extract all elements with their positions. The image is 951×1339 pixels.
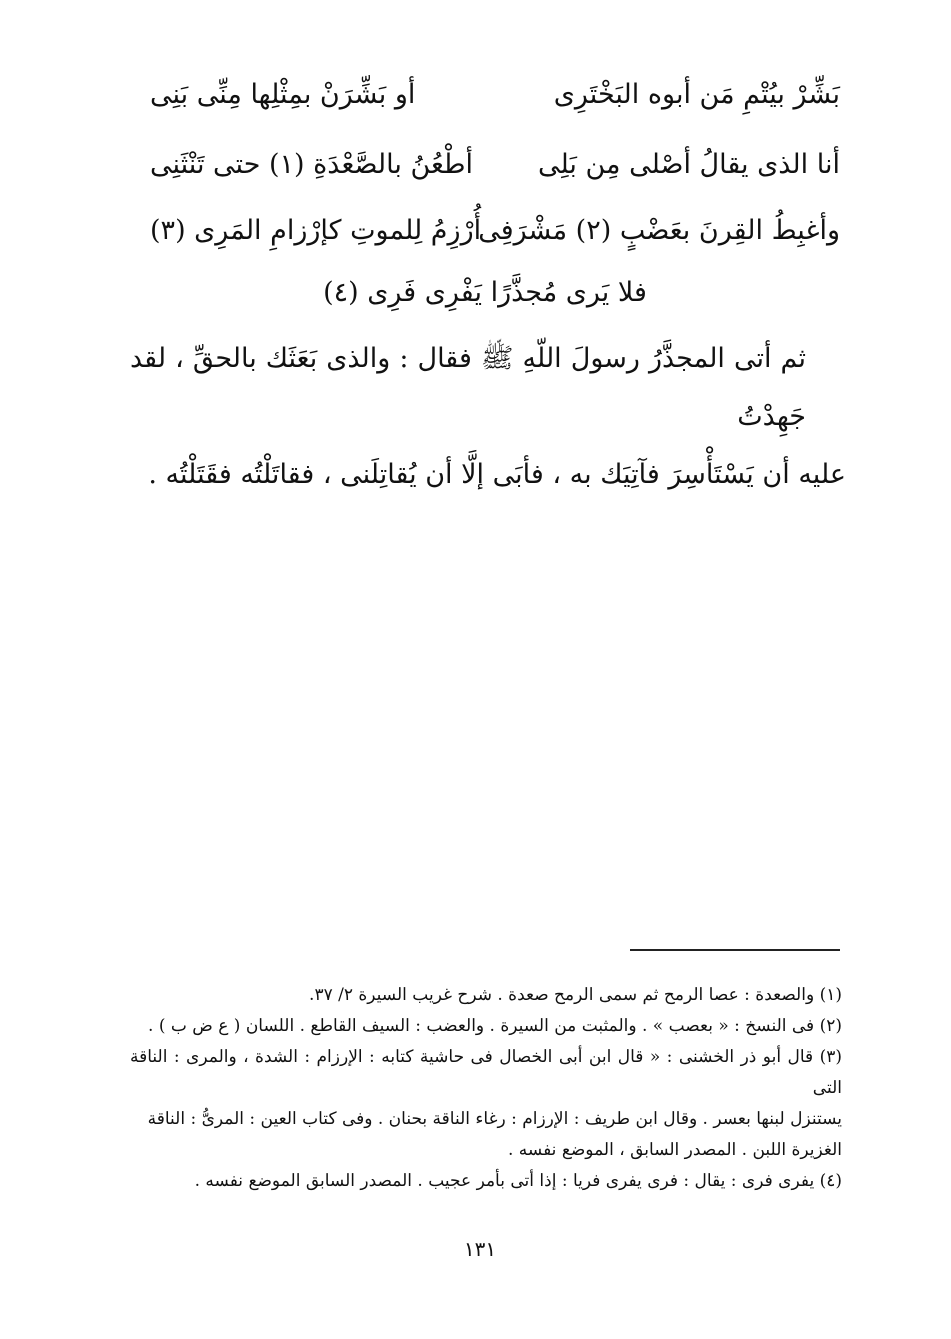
prose-line-2: عليه أن يَسْتَأْسِرَ فآتِيَك به ، فأبَى إلَّا أن يُقاتِلَنى ، فقاتَلْتُه فقَتَلْتُه .: [148, 459, 846, 490]
footnote-3-end: الغزيرة اللبن . المصدر السابق ، الموضع نفسه .: [508, 1140, 842, 1160]
verse-3: [130, 206, 840, 256]
prose-line-1: ثم أتى المجذَّرُ رسولَ اللّهِ ﷺ فقال : والذى بَعَثَك بالحقِّ ، لقد جَهِدْتُ: [130, 343, 806, 432]
footnotes: [130, 980, 842, 1197]
verse-1: [130, 70, 840, 120]
verse-1-first-hemistich: بَشِّرْ بيُتْمِ مَن أبوه البَخْتَرِى: [553, 79, 840, 110]
verse-2-second-hemistich: أطْعُنُ بالصَّعْدَةِ (١) حتى تَنْثَنِى: [150, 149, 474, 180]
footnote-1: (١) والصعدة : عصا الرمح ثم سمى الرمح صعدة . شرح غريب السيرة ٢/ ٣٧.: [309, 985, 842, 1005]
verse-2-first-hemistich: أنا الذى يقالُ أصْلى مِن بَلِى: [537, 149, 840, 180]
verse-2: [130, 140, 840, 190]
page-number: ١٣١: [463, 1237, 497, 1261]
verse-3-second-hemistich: أُرْزِمُ لِلموتِ كإرْزامِ المَرِى (٣): [150, 215, 482, 246]
verse-final-line: فلا يَرى مُجذَّرًا يَفْرِى فَرِى (٤): [323, 277, 647, 308]
footnote-separator: [630, 949, 840, 951]
footnote-3-continued: يستنزل لبنها بعسر . وقال ابن طريف : الإرزام : رغاء الناقة بحنان . وفى كتاب العين : المرىُّ : الناقة: [147, 1109, 842, 1129]
verse-3-first-hemistich: وأغبِطُ القِرنَ بعَضْبٍ (٢) مَشْرَفِى: [478, 215, 840, 246]
footnote-2: (٢) فى النسخ : « بعصب » . والمثبت من السيرة . والعضب : السيف القاطع . اللسان ( ع ض ب ) .: [148, 1016, 842, 1036]
verse-1-second-hemistich: أو بَشِّرَنْ بمِثْلِها مِنِّى بَنِى: [150, 79, 416, 110]
footnote-3: (٣) قال أبو ذر الخشنى : « قال ابن أبى الخصال فى حاشية كتابه : الإرزام : الشدة ، والمرى : الناقة التى: [130, 1047, 842, 1098]
prose-paragraph: [130, 330, 846, 504]
footnote-4: (٤) يفرى فرى : يقال : فرى يفرى فريا : إذا أتى بأمر عجيب . المصدر السابق الموضع نفسه .: [194, 1171, 842, 1191]
